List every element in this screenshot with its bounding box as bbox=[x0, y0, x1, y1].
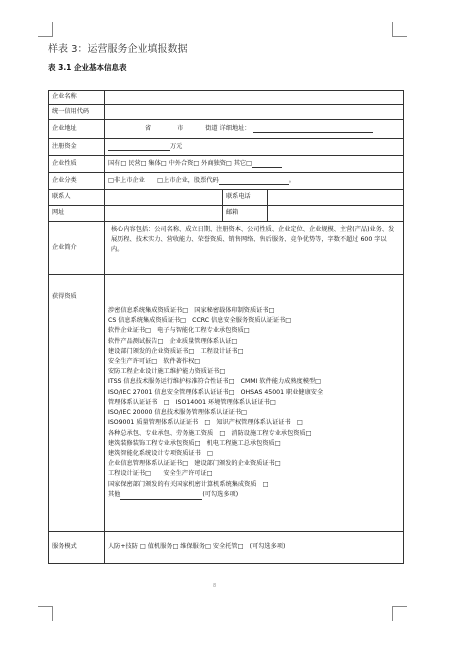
row-certs bbox=[49, 275, 404, 532]
row-address bbox=[49, 120, 404, 139]
cert-item[interactable]: 各种总承包、专业承包、劳务施工资质 □ 消防设施工程专业承包资质□ bbox=[108, 429, 312, 437]
row-nature bbox=[49, 156, 404, 173]
cert-item[interactable]: 管理体系认证证书 □ ISO14001 环境管理体系认证证书□ bbox=[108, 398, 276, 406]
stock-code-blank[interactable] bbox=[219, 178, 289, 185]
category-suffix: 。 bbox=[288, 176, 295, 184]
cert-list[interactable] bbox=[108, 306, 400, 490]
cert-other-prefix: 其他 bbox=[108, 490, 121, 498]
label-service: 服务模式 bbox=[49, 532, 105, 564]
field-capital[interactable] bbox=[105, 139, 404, 156]
field-service[interactable] bbox=[105, 532, 404, 564]
cert-item[interactable]: 建筑装修装饰工程专业承包资质□ 机电工程施工总承包资质□ bbox=[108, 439, 281, 447]
nature-other-blank[interactable] bbox=[252, 161, 282, 168]
cert-item[interactable]: ISO/IEC 20000 信息技术服务管理体系认证证书□ bbox=[108, 409, 247, 417]
label-category: 企业分类 bbox=[49, 173, 105, 190]
intro-guidance: 核心内容包括：公司名称、成立日期、注册资本、公司性质、企业定位、企业规模、主营(产品)业务、发展历程、技术实力、营收能力、荣誉资质、销售网络、售后服务、竞争优势等，字数不超过 600 字以内。 bbox=[111, 226, 395, 254]
cert-item[interactable]: 国家保密部门颁发的有关国家机密计算机系统集成资质 □ bbox=[108, 480, 269, 488]
capital-unit: 万元 bbox=[170, 142, 183, 150]
service-options[interactable]: 人防+技防 □ 值机服务□ 维保服务□ 安全托管□ (可勾选多项) bbox=[108, 543, 286, 551]
field-certs[interactable] bbox=[105, 275, 404, 532]
cert-item[interactable]: 建筑智能化系统设计专项资质证书 □ bbox=[108, 449, 213, 457]
cert-item[interactable]: ISO9001 质量管理体系认证证书 □ 知识产权管理体系认证证书 □ bbox=[108, 419, 303, 427]
field-enterprise-name[interactable] bbox=[105, 91, 404, 105]
address-detail-blank[interactable] bbox=[253, 126, 373, 133]
row-enterprise-name bbox=[49, 91, 404, 105]
label-contact: 联系人 bbox=[49, 190, 105, 206]
crop-mark-bottom-right bbox=[392, 606, 407, 621]
label-credit-code: 统一信用代码 bbox=[49, 105, 105, 120]
field-credit-code[interactable] bbox=[105, 105, 404, 120]
label-phone: 联系电话 bbox=[223, 190, 268, 206]
cert-other[interactable] bbox=[108, 490, 400, 500]
field-nature[interactable] bbox=[105, 156, 404, 173]
nature-options[interactable]: 国有□ 民营□ 集体□ 中外合资□ 外商独资□ 其它□ bbox=[108, 159, 252, 167]
cert-item[interactable]: ISO/IEC 27001 信息安全管理体系认证证书□ OHSAS 45001 职业健康安全 bbox=[108, 388, 324, 396]
cert-item[interactable]: 涉密信息系统集成资质证书□ 国家秘密载体印制资质证书□ bbox=[108, 307, 275, 315]
crop-mark-bottom-left bbox=[38, 606, 53, 621]
field-website[interactable] bbox=[105, 206, 223, 222]
row-category bbox=[49, 173, 404, 190]
cert-item[interactable]: 软件企业证书□ 电子与智能化工程专业承包资质□ bbox=[108, 327, 250, 335]
cert-item[interactable]: 软件产品测试报告□ 企业质量管理体系认证□ bbox=[108, 337, 238, 345]
label-certs: 获得资质 bbox=[49, 275, 105, 532]
label-email: 邮箱 bbox=[223, 206, 268, 222]
capital-blank[interactable] bbox=[108, 144, 170, 151]
row-service bbox=[49, 532, 404, 564]
cert-item[interactable]: 安全生产许可证□ 软件著作权□ bbox=[108, 358, 201, 366]
row-intro bbox=[49, 222, 404, 275]
field-email[interactable] bbox=[268, 206, 404, 222]
row-credit-code bbox=[49, 105, 404, 120]
label-enterprise-name: 企业名称 bbox=[49, 91, 105, 105]
cert-item[interactable]: 建设部门颁发的企业资质证书□ 工程设计证书□ bbox=[108, 347, 244, 355]
cert-other-suffix: (可勾选多项) bbox=[202, 490, 239, 498]
crop-mark-top-right bbox=[392, 22, 407, 37]
label-nature: 企业性质 bbox=[49, 156, 105, 173]
label-website: 网址 bbox=[49, 206, 105, 222]
table-caption: 表 3.1 企业基本信息表 bbox=[48, 63, 127, 72]
cert-item[interactable]: 企业信息管理体系认证证书□ 建设部门颁发的企业资质证书□ bbox=[108, 460, 281, 468]
address-province: 省 bbox=[145, 124, 152, 132]
enterprise-info-table bbox=[48, 90, 404, 564]
field-phone[interactable] bbox=[268, 190, 404, 206]
field-category[interactable] bbox=[105, 173, 404, 190]
address-city: 市 bbox=[177, 124, 184, 132]
field-address[interactable] bbox=[105, 120, 404, 139]
field-intro[interactable] bbox=[105, 222, 404, 275]
row-website bbox=[49, 206, 404, 222]
row-contact bbox=[49, 190, 404, 206]
cert-other-blank[interactable] bbox=[120, 493, 202, 500]
cert-item[interactable]: CS 信息系统集成资质证书□ CCRC 信息安全服务资质认证证书□ bbox=[108, 317, 292, 325]
field-contact[interactable] bbox=[105, 190, 223, 206]
cert-item[interactable]: ITSS 信息技术服务运行维护标准符合性证书□ CMMI 软件能力成熟度模型□ bbox=[108, 378, 321, 386]
crop-mark-top-left bbox=[38, 22, 53, 37]
row-capital bbox=[49, 139, 404, 156]
cert-item[interactable]: 安防工程企业设计施工维护能力资质证书□ bbox=[108, 368, 226, 376]
address-street: 街道 详细地址： bbox=[205, 124, 251, 132]
category-options[interactable]: □非上市企业 □上市企业，股票代码 bbox=[108, 176, 219, 184]
cert-item[interactable]: 工程设计证书□ 安全生产许可证□ bbox=[108, 470, 213, 478]
label-capital: 注册资金 bbox=[49, 139, 105, 156]
label-intro: 企业简介 bbox=[49, 222, 105, 275]
label-address: 企业地址 bbox=[49, 120, 105, 139]
document-title: 样表 3：运营服务企业填报数据 bbox=[48, 44, 188, 55]
page-number: 8 bbox=[213, 583, 217, 589]
